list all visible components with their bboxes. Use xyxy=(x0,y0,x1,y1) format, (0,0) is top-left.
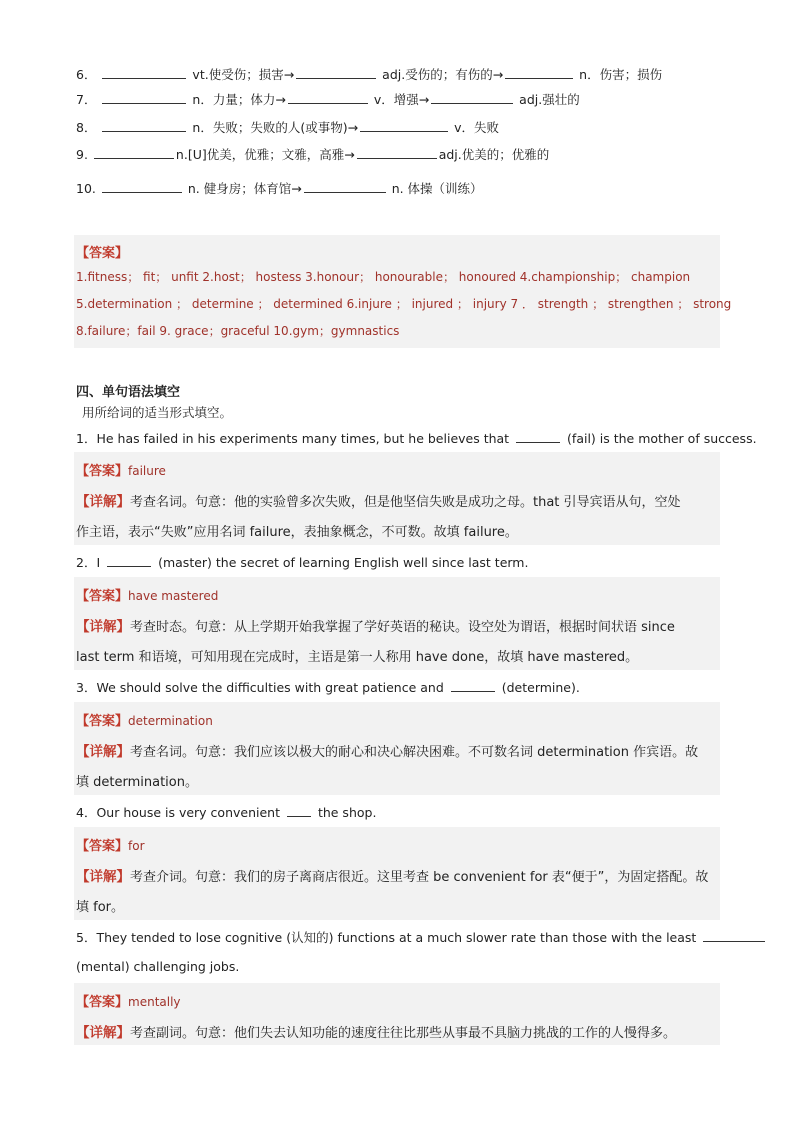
definition-text: adj.优美的；优雅的 xyxy=(438,147,550,162)
detail-row xyxy=(76,615,675,635)
fill-blank[interactable] xyxy=(102,91,186,104)
detail-text: 考查名词。句意：我们应该以极大的耐心和决心解决困难。不可数名词 determination 作宾语。故 xyxy=(130,745,699,760)
item-number: 10. xyxy=(76,181,96,196)
answer-box xyxy=(74,452,720,545)
section-title: 四、单句语法填空 xyxy=(76,385,181,400)
detail-heading: 【详解】 xyxy=(76,494,130,510)
question-text: 5．They tended to lose cognitive (认知的) functions at a much slower rate than those with the least xyxy=(76,930,701,945)
question-1 xyxy=(76,429,757,447)
fill-blank[interactable] xyxy=(431,91,513,104)
question-4 xyxy=(76,803,376,821)
answer-line: 1.fitness； fit； unfit 2.host； hostess 3.honour； honourable； honoured 4.championship； champion xyxy=(76,270,691,284)
answer-value: have mastered xyxy=(128,589,219,603)
detail-row xyxy=(76,740,698,760)
fill-blank[interactable] xyxy=(357,146,437,159)
answer-box xyxy=(74,702,720,795)
detail-row xyxy=(76,490,681,510)
detail-heading: 【详解】 xyxy=(76,619,130,635)
question-text: (fail) is the mother of success. xyxy=(563,431,757,446)
question-5-cont: (mental) challenging jobs. xyxy=(76,959,240,974)
fill-blank[interactable] xyxy=(451,679,495,692)
vocab-line-7 xyxy=(76,91,580,109)
answer-heading: 【答案】 xyxy=(76,995,129,1010)
question-text: 1．He has failed in his experiments many times, but he believes that xyxy=(76,431,514,446)
question-3 xyxy=(76,678,580,696)
detail-text: 考查副词。句意：他们失去认知功能的速度往往比那些从事最不具脑力挑战的工作的人慢得多。 xyxy=(130,1026,677,1041)
definition-text: n．力量；体力→ xyxy=(192,92,286,107)
definition-text: n.[U]优美，优雅；文雅，高雅→ xyxy=(175,147,355,162)
answer-value: for xyxy=(128,839,145,853)
fill-blank[interactable] xyxy=(102,66,186,79)
question-text: 4．Our house is very convenient xyxy=(76,805,284,820)
fill-blank[interactable] xyxy=(94,146,174,159)
item-number: 8． xyxy=(76,120,97,135)
item-number: 9. xyxy=(76,147,88,162)
answer-row xyxy=(76,585,218,604)
answer-value: mentally xyxy=(128,995,181,1009)
detail-heading: 【详解】 xyxy=(76,869,130,885)
answer-box xyxy=(74,235,732,348)
answer-row xyxy=(76,710,213,729)
answer-row xyxy=(76,460,166,479)
answer-heading: 【答案】 xyxy=(76,589,129,604)
definition-text: v．失败 xyxy=(454,120,499,135)
fill-blank[interactable] xyxy=(107,554,151,567)
answer-value: determination xyxy=(128,714,213,728)
detail-row xyxy=(76,865,708,885)
item-number: 6． xyxy=(76,67,97,82)
fill-blank[interactable] xyxy=(296,66,376,79)
fill-blank[interactable] xyxy=(505,66,573,79)
vocab-line-10 xyxy=(76,180,483,198)
fill-blank[interactable] xyxy=(102,180,182,193)
detail-text: 填 for。 xyxy=(76,900,125,915)
question-text: 3．We should solve the difficulties with great patience and xyxy=(76,680,448,695)
definition-text: vt.使受伤；损害→ xyxy=(192,67,295,82)
question-text: the shop. xyxy=(313,805,377,820)
fill-blank[interactable] xyxy=(288,91,368,104)
fill-blank[interactable] xyxy=(360,119,448,132)
answer-heading: 【答案】 xyxy=(76,246,129,261)
definition-text: n. 体操（训练） xyxy=(391,181,483,196)
fill-blank[interactable] xyxy=(703,929,765,942)
detail-text: 考查介词。句意：我们的房子离商店很近。这里考查 be convenient for 表“便于”，为固定搭配。故 xyxy=(130,870,709,885)
definition-text: n. 健身房；体育馆→ xyxy=(187,181,302,196)
answer-heading: 【答案】 xyxy=(76,839,129,854)
answer-box xyxy=(74,827,720,920)
item-number: 7． xyxy=(76,92,97,107)
fill-blank[interactable] xyxy=(287,804,311,817)
answer-box xyxy=(74,577,720,670)
definition-text: n．伤害；损伤 xyxy=(579,67,663,82)
question-text: 2．I xyxy=(76,555,105,570)
definition-text: v．增强→ xyxy=(373,92,430,107)
question-text: (determine). xyxy=(497,680,580,695)
section-instruction: 用所给词的适当形式填空。 xyxy=(82,405,233,420)
detail-text: 考查名词。句意：他的实验曾多次失败，但是他坚信失败是成功之母。that 引导宾语从句，空处 xyxy=(130,495,681,510)
answer-row xyxy=(76,835,145,854)
answer-heading: 【答案】 xyxy=(76,714,129,729)
question-5 xyxy=(76,928,768,946)
detail-text: 作主语，表示“失败”应用名词 failure，表抽象概念，不可数。故填 failure。 xyxy=(76,525,518,540)
answer-value: failure xyxy=(128,464,166,478)
vocab-line-8 xyxy=(76,119,499,137)
fill-blank[interactable] xyxy=(102,119,186,132)
detail-text: last term 和语境，可知用现在完成时，主语是第一人称用 have done，故填 have mastered。 xyxy=(76,650,639,665)
detail-text: 填 determination。 xyxy=(76,775,198,790)
answer-row xyxy=(76,991,181,1010)
detail-heading: 【详解】 xyxy=(76,744,130,760)
vocab-line-9 xyxy=(76,146,549,164)
definition-text: adj.强壮的 xyxy=(519,92,580,107)
fill-blank[interactable] xyxy=(516,430,560,443)
fill-blank[interactable] xyxy=(304,180,386,193)
detail-heading: 【详解】 xyxy=(76,1025,130,1041)
definition-text: n．失败；失败的人(或事物)→ xyxy=(192,120,359,135)
question-2 xyxy=(76,553,528,571)
answer-heading: 【答案】 xyxy=(76,464,129,479)
vocab-line-6 xyxy=(76,66,662,84)
definition-text: adj.受伤的；有伤的→ xyxy=(382,67,504,82)
answer-box xyxy=(74,983,720,1045)
detail-row xyxy=(76,1021,676,1041)
answer-line: 5.determination ； determine ； determined 6.injure ； injured ； injury 7 ． strength ； strengthen ； strong xyxy=(76,297,732,311)
detail-text: 考查时态。句意：从上学期开始我掌握了学好英语的秘诀。设空处为谓语，根据时间状语 since xyxy=(130,620,675,635)
answer-line: 8.failure；fail 9. grace；graceful 10.gym；gymnastics xyxy=(76,324,400,338)
question-text: (master) the secret of learning English well since last term. xyxy=(154,555,529,570)
